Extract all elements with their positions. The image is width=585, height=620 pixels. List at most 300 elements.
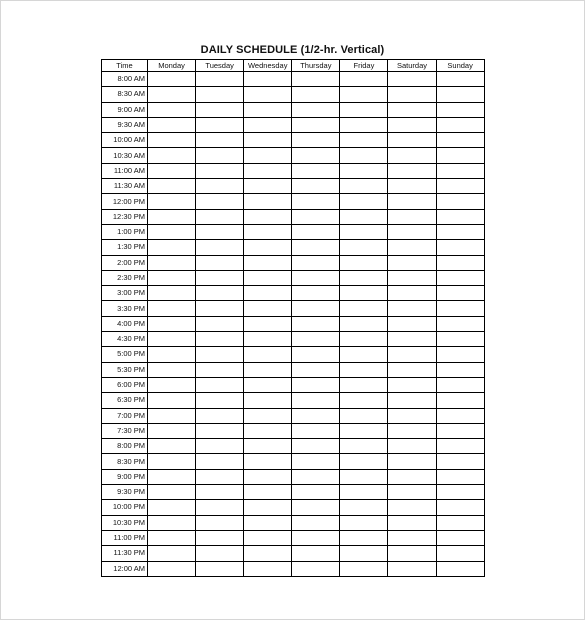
schedule-cell-thursday[interactable] — [292, 362, 340, 377]
time-slot-label: 10:00 AM — [102, 133, 148, 148]
time-slot-label: 7:30 PM — [102, 423, 148, 438]
schedule-cell-tuesday[interactable] — [196, 148, 244, 163]
schedule-cell-wednesday[interactable] — [244, 240, 292, 255]
schedule-cell-saturday[interactable] — [388, 133, 436, 148]
time-slot-label: 3:30 PM — [102, 301, 148, 316]
schedule-cell-monday[interactable] — [148, 133, 196, 148]
schedule-cell-monday[interactable] — [148, 423, 196, 438]
schedule-cell-sunday[interactable] — [436, 332, 484, 347]
schedule-cell-monday[interactable] — [148, 362, 196, 377]
table-row — [102, 255, 485, 270]
schedule-cell-monday[interactable] — [148, 546, 196, 561]
schedule-cell-wednesday[interactable] — [244, 439, 292, 454]
schedule-cell-wednesday[interactable] — [244, 148, 292, 163]
schedule-cell-friday[interactable] — [340, 408, 388, 423]
schedule-cell-wednesday[interactable] — [244, 270, 292, 285]
schedule-cell-thursday[interactable] — [292, 240, 340, 255]
schedule-cell-sunday[interactable] — [436, 240, 484, 255]
schedule-cell-wednesday[interactable] — [244, 133, 292, 148]
schedule-cell-saturday[interactable] — [388, 515, 436, 530]
schedule-cell-tuesday[interactable] — [196, 72, 244, 87]
schedule-cell-thursday[interactable] — [292, 224, 340, 239]
schedule-cell-wednesday[interactable] — [244, 485, 292, 500]
schedule-cell-tuesday[interactable] — [196, 301, 244, 316]
schedule-cell-saturday[interactable] — [388, 240, 436, 255]
time-slot-label: 8:30 PM — [102, 454, 148, 469]
schedule-cell-tuesday[interactable] — [196, 347, 244, 362]
schedule-cell-wednesday[interactable] — [244, 194, 292, 209]
schedule-body — [102, 72, 485, 577]
schedule-cell-saturday[interactable] — [388, 362, 436, 377]
schedule-cell-wednesday[interactable] — [244, 255, 292, 270]
schedule-cell-sunday[interactable] — [436, 72, 484, 87]
schedule-cell-saturday[interactable] — [388, 255, 436, 270]
schedule-cell-friday[interactable] — [340, 286, 388, 301]
schedule-cell-wednesday[interactable] — [244, 393, 292, 408]
schedule-cell-monday[interactable] — [148, 255, 196, 270]
schedule-cell-tuesday[interactable] — [196, 117, 244, 132]
schedule-cell-friday[interactable] — [340, 546, 388, 561]
schedule-cell-thursday[interactable] — [292, 561, 340, 576]
time-slot-label: 2:30 PM — [102, 270, 148, 285]
schedule-cell-saturday[interactable] — [388, 469, 436, 484]
schedule-cell-wednesday[interactable] — [244, 546, 292, 561]
schedule-cell-thursday[interactable] — [292, 209, 340, 224]
schedule-cell-saturday[interactable] — [388, 546, 436, 561]
schedule-cell-friday[interactable] — [340, 133, 388, 148]
time-slot-label: 9:00 AM — [102, 102, 148, 117]
schedule-cell-monday[interactable] — [148, 286, 196, 301]
column-header-sunday: Sunday — [436, 60, 484, 72]
schedule-cell-sunday[interactable] — [436, 224, 484, 239]
schedule-cell-monday[interactable] — [148, 347, 196, 362]
schedule-cell-wednesday[interactable] — [244, 500, 292, 515]
schedule-cell-thursday[interactable] — [292, 393, 340, 408]
schedule-cell-sunday[interactable] — [436, 301, 484, 316]
time-slot-label: 1:30 PM — [102, 240, 148, 255]
schedule-cell-thursday[interactable] — [292, 454, 340, 469]
schedule-cell-monday[interactable] — [148, 72, 196, 87]
table-row — [102, 454, 485, 469]
schedule-cell-thursday[interactable] — [292, 87, 340, 102]
schedule-cell-wednesday[interactable] — [244, 72, 292, 87]
schedule-cell-saturday[interactable] — [388, 163, 436, 178]
time-slot-label: 12:30 PM — [102, 209, 148, 224]
schedule-cell-thursday[interactable] — [292, 72, 340, 87]
schedule-cell-tuesday[interactable] — [196, 163, 244, 178]
schedule-cell-friday[interactable] — [340, 439, 388, 454]
time-slot-label: 7:00 PM — [102, 408, 148, 423]
schedule-cell-saturday[interactable] — [388, 224, 436, 239]
schedule-cell-friday[interactable] — [340, 72, 388, 87]
time-slot-label: 4:00 PM — [102, 316, 148, 331]
schedule-cell-saturday[interactable] — [388, 454, 436, 469]
schedule-cell-friday[interactable] — [340, 194, 388, 209]
schedule-cell-wednesday[interactable] — [244, 316, 292, 331]
schedule-cell-wednesday[interactable] — [244, 469, 292, 484]
schedule-cell-sunday[interactable] — [436, 500, 484, 515]
schedule-cell-tuesday[interactable] — [196, 515, 244, 530]
schedule-cell-tuesday[interactable] — [196, 423, 244, 438]
schedule-cell-monday[interactable] — [148, 332, 196, 347]
schedule-cell-sunday[interactable] — [436, 561, 484, 576]
schedule-cell-sunday[interactable] — [436, 286, 484, 301]
schedule-cell-monday[interactable] — [148, 485, 196, 500]
schedule-cell-monday[interactable] — [148, 469, 196, 484]
schedule-cell-thursday[interactable] — [292, 316, 340, 331]
table-row — [102, 163, 485, 178]
schedule-cell-friday[interactable] — [340, 485, 388, 500]
time-slot-label: 5:00 PM — [102, 347, 148, 362]
schedule-cell-sunday[interactable] — [436, 530, 484, 545]
schedule-cell-monday[interactable] — [148, 393, 196, 408]
schedule-cell-saturday[interactable] — [388, 270, 436, 285]
schedule-cell-thursday[interactable] — [292, 439, 340, 454]
schedule-cell-thursday[interactable] — [292, 332, 340, 347]
schedule-cell-tuesday[interactable] — [196, 362, 244, 377]
schedule-cell-sunday[interactable] — [436, 454, 484, 469]
schedule-cell-wednesday[interactable] — [244, 515, 292, 530]
schedule-cell-friday[interactable] — [340, 224, 388, 239]
schedule-cell-sunday[interactable] — [436, 102, 484, 117]
column-header-thursday: Thursday — [292, 60, 340, 72]
schedule-cell-friday[interactable] — [340, 530, 388, 545]
schedule-cell-monday[interactable] — [148, 439, 196, 454]
schedule-cell-wednesday[interactable] — [244, 423, 292, 438]
time-slot-label: 8:30 AM — [102, 87, 148, 102]
schedule-cell-sunday[interactable] — [436, 439, 484, 454]
schedule-cell-friday[interactable] — [340, 377, 388, 392]
schedule-cell-tuesday[interactable] — [196, 546, 244, 561]
schedule-cell-monday[interactable] — [148, 209, 196, 224]
schedule-cell-friday[interactable] — [340, 332, 388, 347]
column-header-tuesday: Tuesday — [196, 60, 244, 72]
schedule-cell-tuesday[interactable] — [196, 224, 244, 239]
schedule-cell-wednesday[interactable] — [244, 408, 292, 423]
schedule-cell-saturday[interactable] — [388, 87, 436, 102]
schedule-table — [101, 59, 485, 577]
table-row — [102, 179, 485, 194]
schedule-cell-saturday[interactable] — [388, 500, 436, 515]
time-slot-label: 4:30 PM — [102, 332, 148, 347]
schedule-cell-saturday[interactable] — [388, 530, 436, 545]
schedule-cell-sunday[interactable] — [436, 393, 484, 408]
schedule-cell-sunday[interactable] — [436, 270, 484, 285]
schedule-cell-tuesday[interactable] — [196, 439, 244, 454]
table-row — [102, 423, 485, 438]
table-row — [102, 301, 485, 316]
schedule-cell-sunday[interactable] — [436, 377, 484, 392]
schedule-cell-sunday[interactable] — [436, 133, 484, 148]
schedule-cell-monday[interactable] — [148, 515, 196, 530]
table-row — [102, 469, 485, 484]
time-slot-label: 9:30 PM — [102, 485, 148, 500]
table-row — [102, 515, 485, 530]
table-row — [102, 316, 485, 331]
table-row — [102, 224, 485, 239]
schedule-cell-thursday[interactable] — [292, 546, 340, 561]
schedule-cell-friday[interactable] — [340, 301, 388, 316]
table-row — [102, 240, 485, 255]
schedule-cell-saturday[interactable] — [388, 377, 436, 392]
schedule-cell-thursday[interactable] — [292, 515, 340, 530]
schedule-cell-friday[interactable] — [340, 117, 388, 132]
schedule-cell-thursday[interactable] — [292, 286, 340, 301]
schedule-cell-thursday[interactable] — [292, 301, 340, 316]
schedule-cell-tuesday[interactable] — [196, 270, 244, 285]
table-row — [102, 485, 485, 500]
table-row — [102, 148, 485, 163]
schedule-cell-saturday[interactable] — [388, 286, 436, 301]
table-row — [102, 87, 485, 102]
schedule-cell-wednesday[interactable] — [244, 561, 292, 576]
schedule-cell-thursday[interactable] — [292, 408, 340, 423]
time-slot-label: 2:00 PM — [102, 255, 148, 270]
schedule-cell-friday[interactable] — [340, 362, 388, 377]
schedule-cell-monday[interactable] — [148, 194, 196, 209]
schedule-cell-monday[interactable] — [148, 561, 196, 576]
schedule-cell-saturday[interactable] — [388, 148, 436, 163]
time-slot-label: 10:00 PM — [102, 500, 148, 515]
schedule-cell-tuesday[interactable] — [196, 179, 244, 194]
schedule-cell-sunday[interactable] — [436, 87, 484, 102]
schedule-cell-monday[interactable] — [148, 179, 196, 194]
schedule-cell-wednesday[interactable] — [244, 117, 292, 132]
schedule-cell-sunday[interactable] — [436, 485, 484, 500]
schedule-cell-saturday[interactable] — [388, 72, 436, 87]
schedule-cell-tuesday[interactable] — [196, 530, 244, 545]
schedule-cell-monday[interactable] — [148, 270, 196, 285]
schedule-cell-monday[interactable] — [148, 408, 196, 423]
schedule-cell-monday[interactable] — [148, 224, 196, 239]
schedule-cell-wednesday[interactable] — [244, 301, 292, 316]
schedule-cell-sunday[interactable] — [436, 515, 484, 530]
schedule-cell-saturday[interactable] — [388, 316, 436, 331]
schedule-cell-monday[interactable] — [148, 163, 196, 178]
schedule-cell-tuesday[interactable] — [196, 485, 244, 500]
table-row — [102, 561, 485, 576]
schedule-cell-tuesday[interactable] — [196, 286, 244, 301]
schedule-cell-sunday[interactable] — [436, 209, 484, 224]
table-row — [102, 546, 485, 561]
schedule-cell-friday[interactable] — [340, 347, 388, 362]
schedule-cell-thursday[interactable] — [292, 163, 340, 178]
time-slot-label: 11:00 PM — [102, 530, 148, 545]
schedule-cell-wednesday[interactable] — [244, 209, 292, 224]
schedule-cell-wednesday[interactable] — [244, 347, 292, 362]
schedule-cell-thursday[interactable] — [292, 102, 340, 117]
schedule-cell-monday[interactable] — [148, 500, 196, 515]
schedule-cell-sunday[interactable] — [436, 423, 484, 438]
schedule-cell-thursday[interactable] — [292, 347, 340, 362]
schedule-cell-thursday[interactable] — [292, 255, 340, 270]
schedule-cell-wednesday[interactable] — [244, 362, 292, 377]
schedule-cell-saturday[interactable] — [388, 179, 436, 194]
table-row — [102, 439, 485, 454]
schedule-cell-wednesday[interactable] — [244, 530, 292, 545]
table-row — [102, 332, 485, 347]
schedule-cell-thursday[interactable] — [292, 377, 340, 392]
schedule-cell-saturday[interactable] — [388, 332, 436, 347]
schedule-cell-wednesday[interactable] — [244, 332, 292, 347]
schedule-cell-tuesday[interactable] — [196, 408, 244, 423]
schedule-cell-wednesday[interactable] — [244, 163, 292, 178]
schedule-cell-thursday[interactable] — [292, 530, 340, 545]
schedule-cell-friday[interactable] — [340, 500, 388, 515]
table-row — [102, 270, 485, 285]
schedule-cell-wednesday[interactable] — [244, 286, 292, 301]
schedule-cell-tuesday[interactable] — [196, 316, 244, 331]
schedule-cell-tuesday[interactable] — [196, 561, 244, 576]
schedule-title: DAILY SCHEDULE (1/2-hr. Vertical) — [200, 44, 385, 56]
schedule-cell-friday[interactable] — [340, 148, 388, 163]
schedule-cell-monday[interactable] — [148, 530, 196, 545]
column-header-saturday: Saturday — [388, 60, 436, 72]
time-slot-label: 11:30 AM — [102, 179, 148, 194]
schedule-cell-tuesday[interactable] — [196, 240, 244, 255]
schedule-cell-saturday[interactable] — [388, 439, 436, 454]
schedule-cell-tuesday[interactable] — [196, 102, 244, 117]
time-slot-label: 10:30 AM — [102, 148, 148, 163]
schedule-cell-friday[interactable] — [340, 179, 388, 194]
schedule-cell-sunday[interactable] — [436, 408, 484, 423]
schedule-cell-monday[interactable] — [148, 117, 196, 132]
schedule-cell-thursday[interactable] — [292, 194, 340, 209]
schedule-cell-tuesday[interactable] — [196, 393, 244, 408]
schedule-cell-saturday[interactable] — [388, 393, 436, 408]
time-slot-label: 9:00 PM — [102, 469, 148, 484]
column-header-time: Time — [102, 60, 148, 72]
schedule-cell-thursday[interactable] — [292, 148, 340, 163]
schedule-cell-friday[interactable] — [340, 393, 388, 408]
schedule-cell-wednesday[interactable] — [244, 87, 292, 102]
schedule-cell-saturday[interactable] — [388, 561, 436, 576]
schedule-cell-monday[interactable] — [148, 87, 196, 102]
schedule-cell-monday[interactable] — [148, 102, 196, 117]
schedule-cell-thursday[interactable] — [292, 500, 340, 515]
schedule-cell-tuesday[interactable] — [196, 469, 244, 484]
schedule-cell-sunday[interactable] — [436, 469, 484, 484]
schedule-cell-friday[interactable] — [340, 469, 388, 484]
schedule-cell-friday[interactable] — [340, 255, 388, 270]
schedule-cell-monday[interactable] — [148, 454, 196, 469]
schedule-cell-tuesday[interactable] — [196, 454, 244, 469]
schedule-cell-saturday[interactable] — [388, 301, 436, 316]
schedule-cell-friday[interactable] — [340, 102, 388, 117]
schedule-cell-sunday[interactable] — [436, 362, 484, 377]
schedule-cell-tuesday[interactable] — [196, 255, 244, 270]
column-header-monday: Monday — [148, 60, 196, 72]
schedule-cell-saturday[interactable] — [388, 194, 436, 209]
header-row — [102, 60, 485, 72]
table-row — [102, 117, 485, 132]
schedule-cell-friday[interactable] — [340, 163, 388, 178]
schedule-cell-thursday[interactable] — [292, 117, 340, 132]
schedule-cell-friday[interactable] — [340, 454, 388, 469]
schedule-cell-friday[interactable] — [340, 270, 388, 285]
time-slot-label: 11:30 PM — [102, 546, 148, 561]
schedule-cell-tuesday[interactable] — [196, 332, 244, 347]
table-row — [102, 408, 485, 423]
table-row — [102, 393, 485, 408]
schedule-cell-saturday[interactable] — [388, 423, 436, 438]
schedule-cell-tuesday[interactable] — [196, 87, 244, 102]
schedule-cell-thursday[interactable] — [292, 485, 340, 500]
schedule-cell-saturday[interactable] — [388, 485, 436, 500]
time-slot-label: 6:00 PM — [102, 377, 148, 392]
schedule-cell-sunday[interactable] — [436, 148, 484, 163]
table-row — [102, 500, 485, 515]
time-slot-label: 8:00 AM — [102, 72, 148, 87]
table-row — [102, 133, 485, 148]
schedule-cell-monday[interactable] — [148, 316, 196, 331]
schedule-cell-friday[interactable] — [340, 561, 388, 576]
schedule-cell-saturday[interactable] — [388, 408, 436, 423]
schedule-cell-saturday[interactable] — [388, 209, 436, 224]
schedule-cell-sunday[interactable] — [436, 255, 484, 270]
table-row — [102, 286, 485, 301]
schedule-cell-sunday[interactable] — [436, 546, 484, 561]
table-row — [102, 72, 485, 87]
schedule-cell-wednesday[interactable] — [244, 377, 292, 392]
schedule-cell-wednesday[interactable] — [244, 102, 292, 117]
schedule-cell-sunday[interactable] — [436, 194, 484, 209]
time-slot-label: 11:00 AM — [102, 163, 148, 178]
schedule-cell-tuesday[interactable] — [196, 194, 244, 209]
schedule-cell-sunday[interactable] — [436, 316, 484, 331]
schedule-cell-friday[interactable] — [340, 515, 388, 530]
time-slot-label: 12:00 AM — [102, 561, 148, 576]
time-slot-label: 8:00 PM — [102, 439, 148, 454]
schedule-cell-monday[interactable] — [148, 377, 196, 392]
schedule-cell-saturday[interactable] — [388, 347, 436, 362]
time-slot-label: 3:00 PM — [102, 286, 148, 301]
schedule-cell-tuesday[interactable] — [196, 133, 244, 148]
schedule-cell-thursday[interactable] — [292, 270, 340, 285]
schedule-cell-friday[interactable] — [340, 209, 388, 224]
schedule-cell-tuesday[interactable] — [196, 377, 244, 392]
schedule-cell-sunday[interactable] — [436, 179, 484, 194]
schedule-cell-tuesday[interactable] — [196, 500, 244, 515]
schedule-cell-wednesday[interactable] — [244, 454, 292, 469]
schedule-cell-friday[interactable] — [340, 423, 388, 438]
schedule-cell-saturday[interactable] — [388, 117, 436, 132]
schedule-cell-friday[interactable] — [340, 87, 388, 102]
time-slot-label: 10:30 PM — [102, 515, 148, 530]
table-row — [102, 530, 485, 545]
schedule-cell-monday[interactable] — [148, 240, 196, 255]
schedule-cell-friday[interactable] — [340, 240, 388, 255]
schedule-cell-tuesday[interactable] — [196, 209, 244, 224]
schedule-cell-thursday[interactable] — [292, 469, 340, 484]
schedule-cell-wednesday[interactable] — [244, 224, 292, 239]
table-row — [102, 102, 485, 117]
schedule-cell-wednesday[interactable] — [244, 179, 292, 194]
schedule-cell-sunday[interactable] — [436, 163, 484, 178]
table-row — [102, 347, 485, 362]
schedule-cell-thursday[interactable] — [292, 179, 340, 194]
time-slot-label: 12:00 PM — [102, 194, 148, 209]
schedule-cell-monday[interactable] — [148, 301, 196, 316]
schedule-cell-friday[interactable] — [340, 316, 388, 331]
table-row — [102, 362, 485, 377]
schedule-cell-saturday[interactable] — [388, 102, 436, 117]
schedule-cell-sunday[interactable] — [436, 117, 484, 132]
schedule-cell-monday[interactable] — [148, 148, 196, 163]
schedule-cell-thursday[interactable] — [292, 423, 340, 438]
schedule-cell-thursday[interactable] — [292, 133, 340, 148]
schedule-cell-sunday[interactable] — [436, 347, 484, 362]
